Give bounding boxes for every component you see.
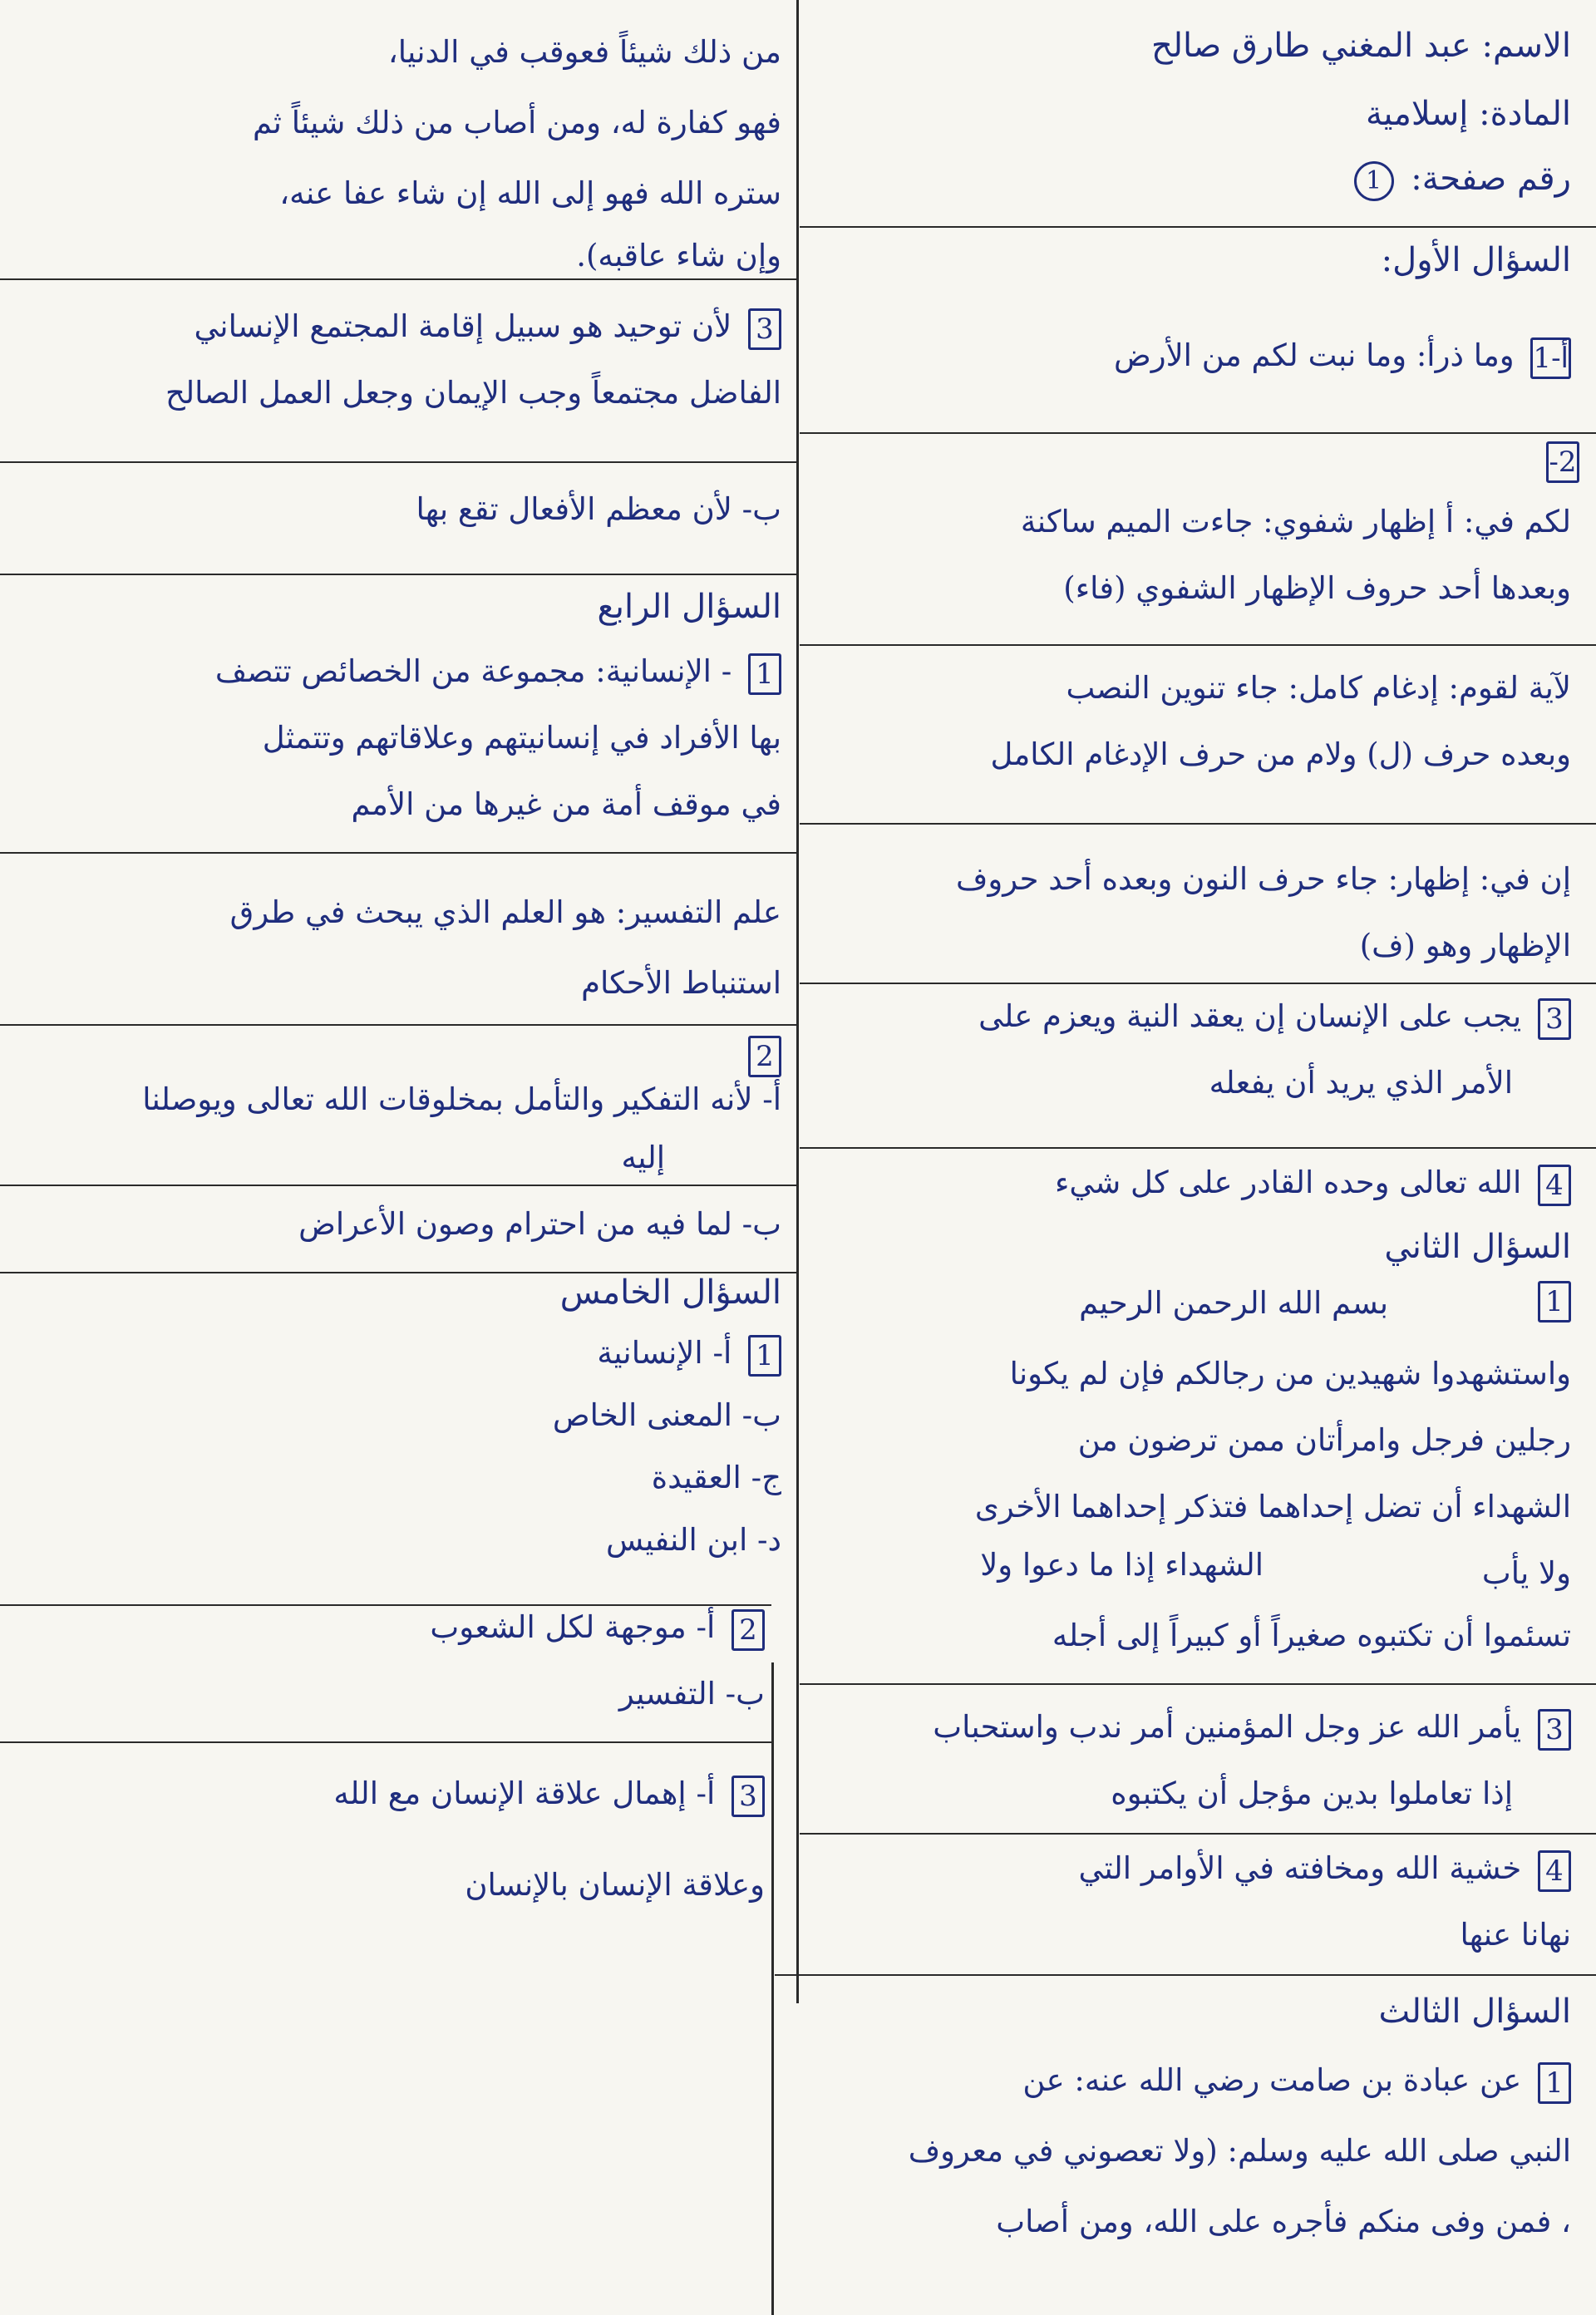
cont-l3: ستره الله فهو إلى الله إن شاء عفا عنه،: [279, 175, 781, 211]
center-divider: [796, 0, 799, 2003]
cont-l2: فهو كفارة له، ومن أصاب من ذلك شيئاً ثم: [253, 105, 781, 140]
divider: [0, 278, 796, 280]
q3-l2: النبي صلى الله عليه وسلم: (ولا تعصوني في معروف: [908, 2133, 1571, 2169]
divider: [0, 574, 796, 575]
center-divider-lower: [771, 1662, 774, 2315]
q5-3-text: أ- إهمال علاقة الإنسان مع الله: [333, 1776, 716, 1811]
q4-1-number: 1: [748, 653, 781, 695]
divider: [800, 432, 1596, 434]
divider: [800, 983, 1596, 984]
q1-1: [840, 337, 1571, 379]
q2-verse-2: رجلين فرجل وامرأتان ممن ترضون من: [1077, 1422, 1571, 1458]
q2-3-text: يأمر الله عز وجل المؤمنين أمر ندب واستحباب: [933, 1709, 1522, 1745]
q5-title: السؤال الخامس: [559, 1273, 781, 1312]
q4-2-a2: إليه: [621, 1140, 665, 1175]
q2-4-l2: نهانا عنها: [1460, 1917, 1571, 1953]
q1-4: [823, 1164, 1571, 1206]
q3-2-text: لأن توحيد هو سبيل إقامة المجتمع الإنساني: [194, 308, 732, 344]
q3-1-number: 1: [1538, 2062, 1571, 2104]
divider: [800, 823, 1596, 825]
q1-3-text: يجب على الإنسان إن يعقد النية ويعزم على: [978, 998, 1522, 1034]
q1-2-number: 2-: [1546, 441, 1579, 483]
q4-2-head: [17, 1035, 781, 1077]
divider: [800, 1833, 1596, 1835]
q5-1-a-text: أ- الإنسانية: [597, 1335, 732, 1371]
q5-2-number: 2: [732, 1609, 765, 1651]
divider: [0, 1741, 771, 1743]
q2-3-number: 3: [1538, 1709, 1571, 1751]
q4-2-a1: أ- لأنه التفكير والتأمل بمخلوقات الله تعالى ويوصلنا: [142, 1081, 781, 1117]
q5-2-a: [17, 1608, 765, 1651]
q3-l1: [823, 2061, 1571, 2104]
q2-title: السؤال الثاني: [1384, 1228, 1571, 1266]
page-number-line: [840, 158, 1571, 201]
q3-2-number: 3: [748, 308, 781, 350]
q3-b: ب- لأن معظم الأفعال تقع بها: [416, 491, 781, 527]
divider: [0, 852, 796, 854]
q2-verse-1: واستشهدوا شهيدين من رجالكم فإن لم يكونا: [1009, 1356, 1571, 1391]
q4-1-l2: بها الأفراد في إنسانيتهم وعلاقاتهم وتتمثل: [262, 720, 781, 756]
q2-basmala: بسم الله الرحمن الرحيم: [1079, 1285, 1388, 1321]
q5-2-b: ب- التفسير: [618, 1676, 765, 1712]
q2-verse-3: الشهداء أن تضل إحداهما فتذكر إحداهما الأخرى: [974, 1489, 1571, 1524]
q3-title: السؤال الثالث: [1378, 1992, 1571, 2031]
q1-4-text: الله تعالى وحده القادر على كل شيء: [1055, 1165, 1522, 1200]
q2-4-number: 4: [1538, 1850, 1571, 1892]
divider: [0, 1604, 771, 1606]
page-number-label: رقم صفحة:: [1411, 160, 1571, 198]
subject-line: المادة: إسلامية: [1365, 95, 1571, 133]
q2-1-number: 1: [1538, 1281, 1571, 1323]
q5-1-d: د- ابن النفيس: [605, 1522, 781, 1558]
q5-1-b: ب- المعنى الخاص: [552, 1397, 781, 1433]
q4-1-text: - الإنسانية: مجموعة من الخصائص تتصف: [214, 653, 732, 689]
q5-1-number: 1: [748, 1335, 781, 1377]
q5-3-number: 3: [732, 1776, 765, 1817]
q5-2-a-text: أ- موجهة لكل الشعوب: [430, 1609, 716, 1645]
q1-2-a1-text: لكم في: أ إظهار شفوي: جاءت الميم ساكنة: [1020, 504, 1571, 539]
divider: [800, 644, 1596, 646]
q1-2-c2: الإظهار وهو (ف): [1359, 928, 1571, 963]
q5-1-a: [17, 1334, 781, 1377]
page-number: 1: [1354, 161, 1394, 201]
cont-l1: من ذلك شيئاً فعوقب في الدنيا،: [387, 34, 781, 70]
q1-2-b1: لآية لقوم: إدغام كامل: جاء تنوين النصب: [1066, 670, 1571, 706]
q4-1-l1: [17, 653, 781, 695]
q1-3-number: 3: [1538, 998, 1571, 1040]
q1-2-b2: وبعده حرف (ل) ولام من حرف الإدغام الكامل: [990, 736, 1571, 772]
q2-verse-4a: ولا يأب: [1481, 1555, 1571, 1591]
q4-1-l3: في موقف أمة من غيرها من الأمم: [351, 786, 781, 822]
q1-title: السؤال الأول:: [1381, 241, 1571, 279]
divider: [775, 1974, 1596, 1976]
q1-3-l2: الأمر الذي يريد أن يفعله: [1209, 1065, 1513, 1101]
divider: [0, 1024, 796, 1026]
q5-3-l2: وعلاقة الإنسان بالإنسان: [465, 1867, 765, 1903]
q3-l1-text: عن عبادة بن صامت رضي الله عنه: عن: [1022, 2062, 1522, 2098]
cont-l4: وإن شاء عاقبه).: [576, 238, 781, 273]
q2-3-l1: [823, 1708, 1571, 1751]
q2-4-text: خشية الله ومخافته في الأوامر التي: [1078, 1850, 1522, 1886]
q1-3-l1: [823, 997, 1571, 1040]
q1-1-number: أ-1: [1530, 337, 1571, 379]
divider: [800, 1147, 1596, 1149]
divider: [800, 1683, 1596, 1685]
q2-verse-5: تسئموا أن تكتبوه صغيراً أو كبيراً إلى أجله: [1052, 1618, 1571, 1653]
q2-verse-4b: الشهداء إذا ما دعوا ولا: [980, 1547, 1264, 1583]
q1-2-c1: إن في: إظهار: جاء حرف النون وبعده أحد حروف: [955, 861, 1571, 897]
q4-def-l1: علم التفسير: هو العلم الذي يبحث في طرق: [229, 894, 781, 930]
q2-3-l2: إذا تعاملوا بدين مؤجل أن يكتبوه: [1111, 1776, 1513, 1811]
q3-2-l1: [17, 308, 781, 350]
student-name: الاسم: عبد المغني طارق صالح: [1151, 27, 1571, 65]
q5-3-l1: [17, 1775, 765, 1817]
q2-4-l1: [823, 1850, 1571, 1892]
q3-2-l2: الفاضل مجتمعاً وجب الإيمان وجعل العمل الصالح: [165, 375, 781, 411]
q1-2-a2-text: وبعدها أحد حروف الإظهار الشفوي (فاء): [1063, 570, 1571, 606]
q1-1-text: وما ذرأ: وما نبت لكم من الأرض: [1113, 337, 1515, 373]
divider: [0, 1185, 796, 1186]
q3-l3: ، فمن وفى منكم فأجره على الله، ومن أصاب: [996, 2204, 1571, 2239]
q1-2-a1: [831, 441, 1579, 483]
q1-4-number: 4: [1538, 1165, 1571, 1206]
divider: [0, 461, 796, 463]
q5-1-c: ج- العقيدة: [651, 1460, 781, 1495]
q4-title: السؤال الرابع: [597, 588, 781, 626]
divider: [800, 226, 1596, 228]
q4-def-l2: استنباط الأحكام: [581, 965, 781, 1001]
q4-2-b: ب- لما فيه من احترام وصون الأعراض: [298, 1206, 781, 1242]
q4-2-number: 2: [748, 1036, 781, 1077]
